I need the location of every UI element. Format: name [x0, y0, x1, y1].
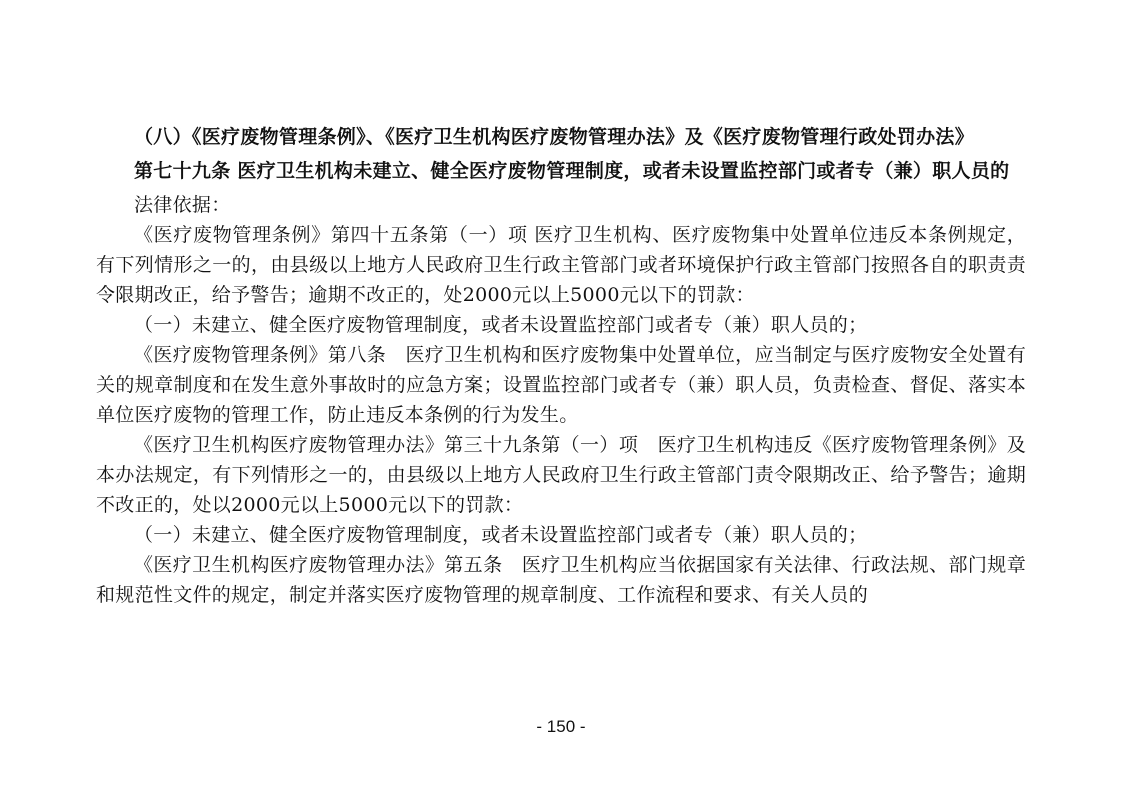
- body-paragraph: （一）未建立、健全医疗废物管理制度，或者未设置监控部门或者专（兼）职人员的；: [134, 314, 868, 336]
- document-page: [96, 120, 1026, 610]
- body-paragraph: 《医疗卫生机构医疗废物管理办法》第五条 医疗卫生机构应当依据国家有关法律、行政法规、部门规章和规范性文件的规定，制定并落实医疗废物管理的规章制度、工作流程和要求、有关人员的: [96, 554, 1026, 606]
- body-paragraph: 《医疗废物管理条例》第八条 医疗卫生机构和医疗废物集中处置单位，应当制定与医疗废物安全处置有关的规章制度和在发生意外事故时的应急方案；设置监控部门或者专（兼）职人员，负责检查、督促、落实本单位医疗废物的管理工作，防止违反本条例的行为发生。: [96, 344, 1026, 426]
- body-paragraph: 《医疗废物管理条例》第四十五条第（一）项 医疗卫生机构、医疗废物集中处置单位违反本条例规定，有下列情形之一的，由县级以上地方人民政府卫生行政主管部门或者环境保护行政主管部门按照各自的职责责令限期改正，给予警告；逾期不改正的，处2000元以上5000元以下的罚款：: [96, 224, 1026, 306]
- body-paragraph: 《医疗卫生机构医疗废物管理办法》第三十九条第（一）项 医疗卫生机构违反《医疗废物管理条例》及本办法规定，有下列情形之一的，由县级以上地方人民政府卫生行政主管部门责令限期改正、给予警告；逾期不改正的，处以2000元以上5000元以下的罚款：: [96, 434, 1026, 516]
- article-heading: 第七十九条 医疗卫生机构未建立、健全医疗废物管理制度，或者未设置监控部门或者专（兼）职人员的: [134, 160, 1010, 182]
- page-number: - 150 -: [536, 717, 586, 736]
- body-paragraph: 法律依据：: [134, 194, 231, 216]
- body-paragraph: （一）未建立、健全医疗废物管理制度，或者未设置监控部门或者专（兼）职人员的；: [134, 524, 868, 546]
- section-heading: （八）《医疗废物管理条例》、《医疗卫生机构医疗废物管理办法》及《医疗废物管理行政处罚办法》: [134, 126, 975, 148]
